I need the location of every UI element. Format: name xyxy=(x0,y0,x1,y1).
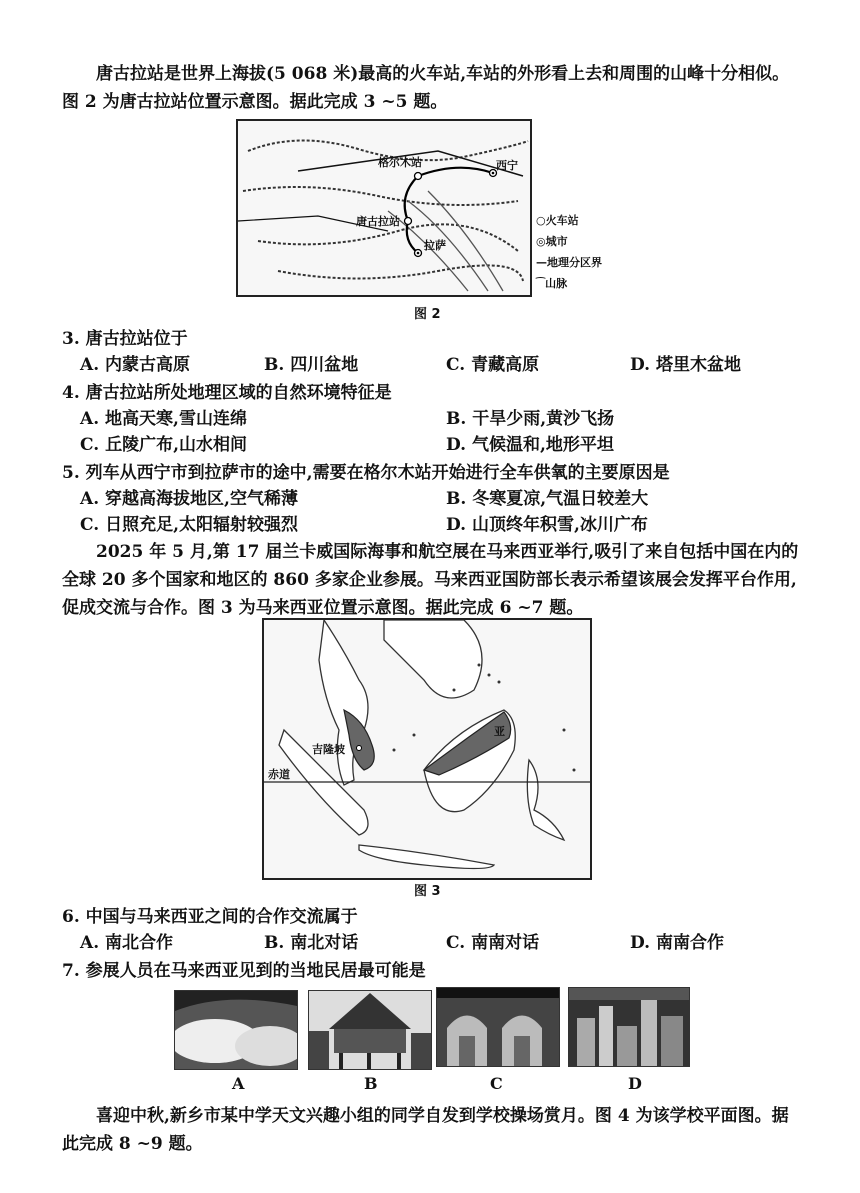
q4-option-a: A. 地高天寒,雪山连绵 xyxy=(80,409,247,429)
photo-label-c: C xyxy=(490,1074,503,1093)
label-golmud: 格尔木站 xyxy=(378,156,422,169)
q3-option-b: B. 四川盆地 xyxy=(264,355,359,375)
legend-mountain: ⁀山脉 xyxy=(536,277,568,290)
q3-option-d: D. 塔里木盆地 xyxy=(630,355,741,375)
fig3-caption: 图 3 xyxy=(414,884,441,899)
q4-option-b: B. 干旱少雨,黄沙飞扬 xyxy=(446,409,615,429)
photo-label-b: B xyxy=(364,1074,378,1093)
photo-label-a: A xyxy=(232,1074,245,1093)
intro-paragraph-3: 喜迎中秋,新乡市某中学天文兴趣小组的同学自发到学校操场赏月。图 4 为该学校平面图。据此完成 8 ~9 题。 xyxy=(62,1106,789,1154)
q6-option-d: D. 南南合作 xyxy=(630,933,724,953)
photo-a-snow-house xyxy=(174,990,298,1070)
q6-stem: 6. 中国与马来西亚之间的合作交流属于 xyxy=(62,907,358,927)
q4-option-c: C. 丘陵广布,山水相间 xyxy=(80,435,247,455)
legend-station: ○火车站 xyxy=(536,214,579,227)
q6-option-a: A. 南北合作 xyxy=(80,933,174,953)
label-equator: 赤道 xyxy=(268,768,290,781)
tibet-map-drawing xyxy=(238,121,530,295)
intro-paragraph-1: 唐古拉站是世界上海拔(5 068 米)最高的火车站,车站的外形看上去和周围的山峰十分相似。图 2 为唐古拉站位置示意图。据此完成 3 ~5 题。 xyxy=(62,64,790,112)
q5-stem: 5. 列车从西宁市到拉萨市的途中,需要在格尔木站开始进行全车供氧的主要原因是 xyxy=(62,463,670,483)
malaysia-map xyxy=(262,618,592,880)
q4-option-d: D. 气候温和,地形平坦 xyxy=(446,435,614,455)
legend-boundary: —地理分区界 xyxy=(536,256,602,269)
q3-option-c: C. 青藏高原 xyxy=(446,355,540,375)
q3-stem: 3. 唐古拉站位于 xyxy=(62,329,188,349)
label-malaysia: 亚 xyxy=(494,725,505,738)
photo-label-d: D xyxy=(628,1074,642,1093)
label-kuala-lumpur: 吉隆坡 xyxy=(312,743,345,756)
photo-c-cave-dwelling xyxy=(436,987,560,1067)
intro-paragraph-2: 2025 年 5 月,第 17 届兰卡威国际海事和航空展在马来西亚举行,吸引了来自包括中国在内的全球 20 多个国家和地区的 860 多家企业参展。马来西亚国防部长表示希望该展会发挥平台作用,促成交流与合作。图 3 为马来西亚位置示意图。据此完成 6 ~7 题。 xyxy=(62,542,799,618)
fig2-legend xyxy=(536,210,602,294)
q3-option-a: A. 内蒙古高原 xyxy=(80,355,191,375)
fig2-caption: 图 2 xyxy=(414,307,441,322)
label-xining: 西宁 xyxy=(496,159,518,172)
photo-b-stilt-house xyxy=(308,990,432,1070)
q5-option-b: B. 冬寒夏凉,气温日较差大 xyxy=(446,489,649,509)
q6-option-b: B. 南北对话 xyxy=(264,933,359,953)
q6-option-c: C. 南南对话 xyxy=(446,933,540,953)
q5-option-a: A. 穿越高海拔地区,空气稀薄 xyxy=(80,489,298,509)
q5-option-c: C. 日照充足,太阳辐射较强烈 xyxy=(80,515,298,535)
label-tanggula: 唐古拉站 xyxy=(356,215,400,228)
q5-option-d: D. 山顶终年积雪,冰川广布 xyxy=(446,515,648,535)
label-lhasa: 拉萨 xyxy=(424,239,446,252)
q7-stem: 7. 参展人员在马来西亚见到的当地民居最可能是 xyxy=(62,961,426,981)
malaysia-map-drawing xyxy=(264,620,590,878)
q4-stem: 4. 唐古拉站所处地理区域的自然环境特征是 xyxy=(62,383,392,403)
tibet-map xyxy=(236,119,532,297)
photo-d-city-buildings xyxy=(568,987,690,1067)
legend-city: ◎城市 xyxy=(536,235,568,248)
